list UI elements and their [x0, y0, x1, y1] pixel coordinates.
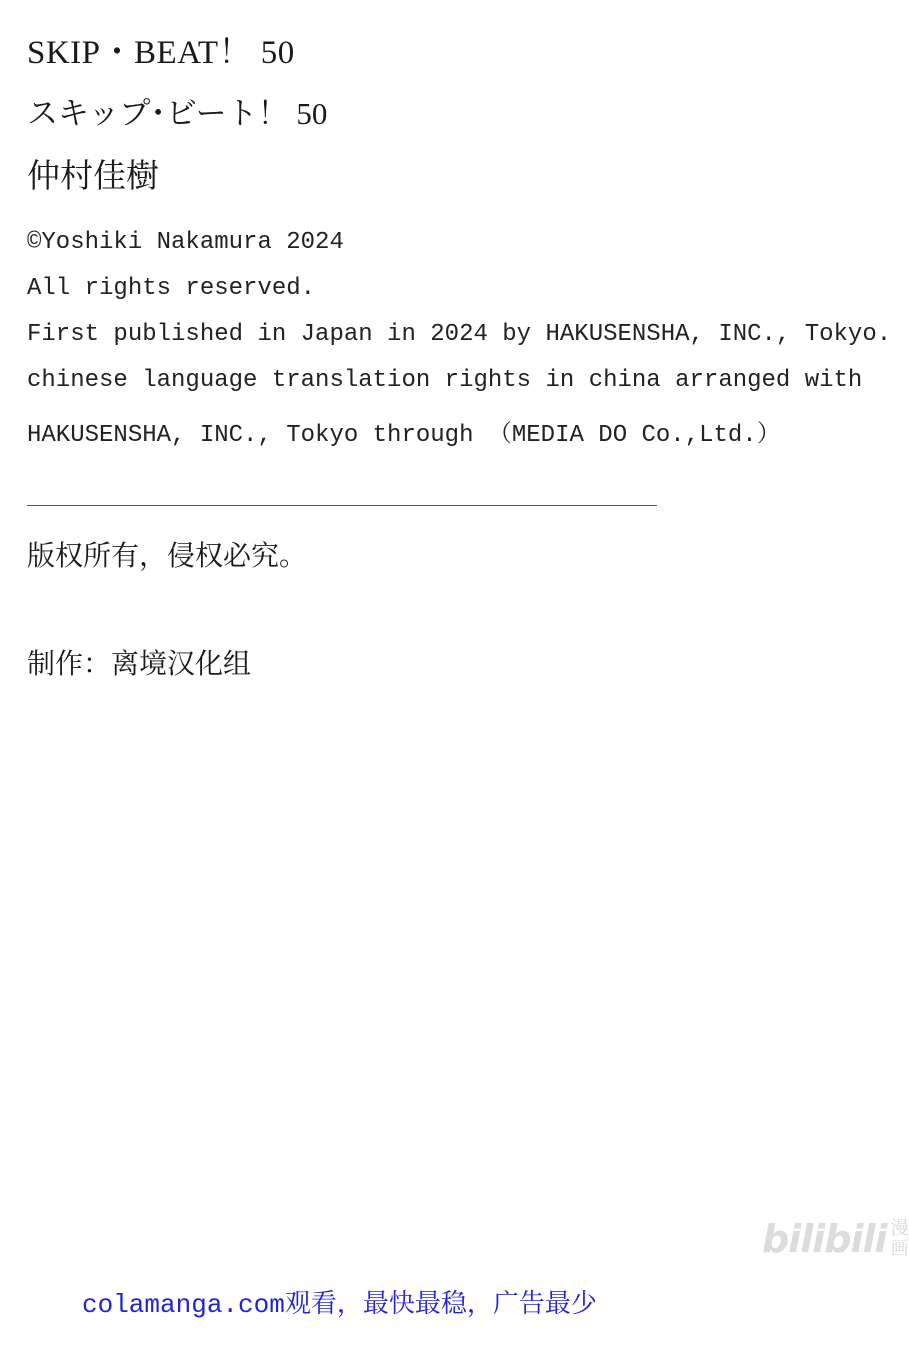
rights-notice: 版权所有，侵权必究。 — [27, 539, 308, 572]
rights-reserved-line: All rights reserved. — [27, 275, 316, 302]
watermark-logo-text: bilibili — [762, 1217, 887, 1261]
translation-rights-line: chinese language translation rights in china arranged with — [27, 367, 863, 394]
book-title-japanese: スキップ･ビート！ 50 — [27, 96, 328, 131]
section-divider — [27, 505, 657, 506]
book-title-english: SKIP・BEAT！ 50 — [27, 35, 295, 71]
bilibili-watermark — [762, 1212, 909, 1266]
site-ad-link[interactable]: colamanga.com观看，最快最稳，广告最少 — [82, 1290, 597, 1320]
production-credit: 制作：离境汉化组 — [27, 647, 252, 680]
copyright-line: ©Yoshiki Nakamura 2024 — [27, 229, 344, 256]
translation-agent-line: HAKUSENSHA, INC., Tokyo through （MEDIA DO Co.,Ltd.） — [27, 422, 781, 449]
author-name: 仲村佳樹 — [27, 159, 159, 195]
watermark-side-text: 漫画 — [890, 1218, 909, 1259]
first-published-line: First published in Japan in 2024 by HAKUSENSHA, INC., Tokyo. — [27, 321, 892, 348]
